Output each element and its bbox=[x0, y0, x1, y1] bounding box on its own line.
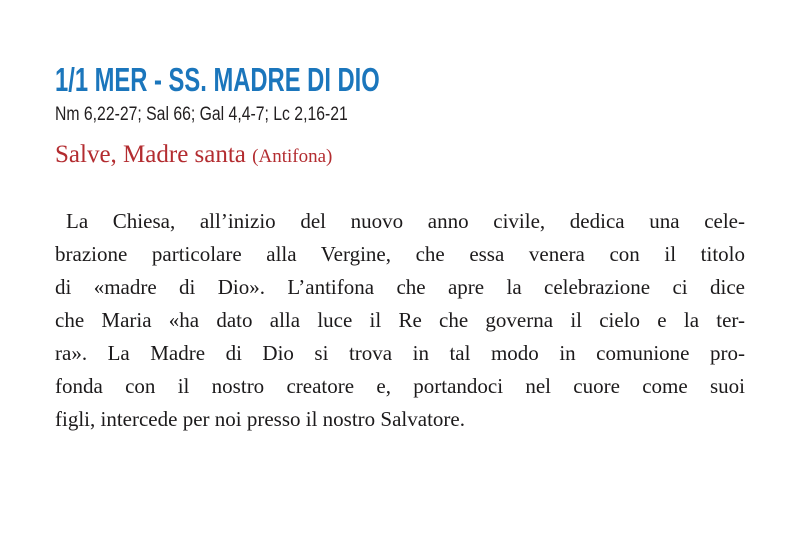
page-content bbox=[55, 61, 745, 436]
commentary-line: La Chiesa, all’inizio del nuovo anno civile, dedica una cele- bbox=[66, 209, 745, 233]
commentary-line: brazione particolare alla Vergine, che essa venera con il titolo bbox=[55, 242, 745, 266]
commentary-line: ra». La Madre di Dio si trova in tal modo in comunione pro- bbox=[55, 341, 745, 365]
scripture-references-text: Nm 6,22-27; Sal 66; Gal 4,4-7; Lc 2,16-21 bbox=[55, 104, 348, 125]
commentary-line: che Maria «ha dato alla luce il Re che governa il cielo e la ter- bbox=[55, 308, 745, 332]
commentary-line: fonda con il nostro creatore e, portandoci nel cuore come suoi bbox=[55, 374, 745, 398]
day-heading bbox=[55, 61, 745, 98]
antiphon-line bbox=[55, 140, 745, 172]
antiphon-title: Salve, Madre santa bbox=[55, 141, 246, 168]
commentary-paragraph bbox=[55, 205, 745, 436]
commentary-line: di «madre di Dio». L’antifona che apre la celebrazione ci dice bbox=[55, 275, 745, 299]
commentary-line: figli, intercede per noi presso il nostro Salvatore. bbox=[55, 407, 465, 431]
scripture-references bbox=[55, 104, 745, 126]
day-heading-text: 1/1 MER - SS. MADRE DI DIO bbox=[55, 61, 380, 98]
antiphon-label: (Antifona) bbox=[252, 146, 333, 167]
